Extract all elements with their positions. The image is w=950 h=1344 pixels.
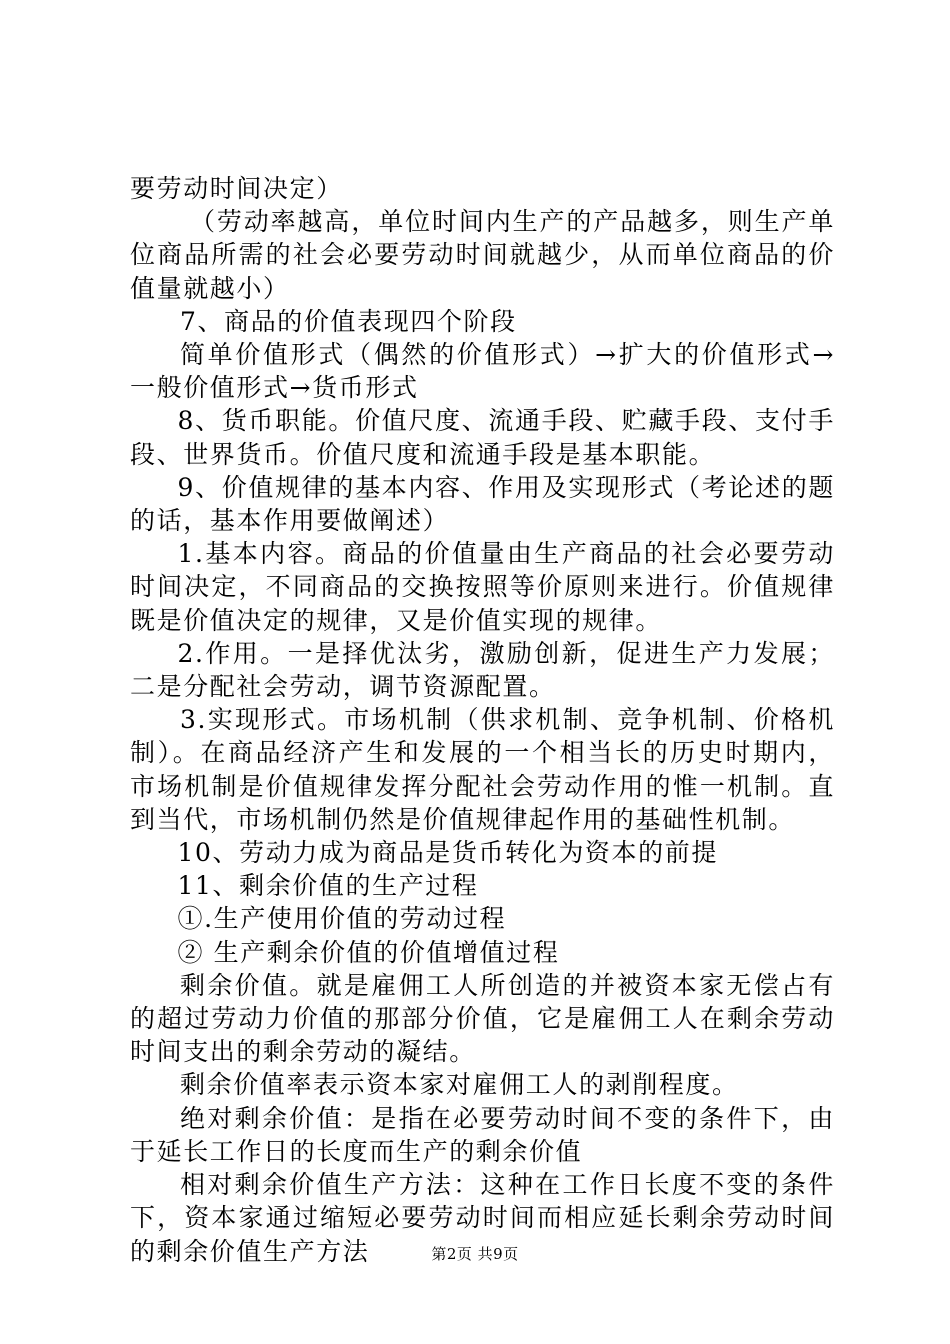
- paragraph-absolute-surplus-value: 绝对剩余价值：是指在必要劳动时间不变的条件下，由于延长工作日的长度而生产的剩余价值: [130, 1103, 835, 1166]
- list-item-labor-process: ①.生产使用价值的劳动过程: [177, 904, 507, 934]
- heading-surplus-value-process: 11、剩余价值的生产过程: [177, 871, 479, 901]
- heading-value-forms: 7、商品的价值表现四个阶段: [180, 306, 517, 336]
- paragraph-function: 2.作用。一是择优汰劣，激励创新，促进生产力发展；二是分配社会劳动，调节资源配置。: [130, 638, 835, 702]
- document-body: [130, 172, 835, 1268]
- paragraph-value-forms: 简单价值形式（偶然的价值形式）→扩大的价值形式→一般价值形式→货币形式: [130, 340, 835, 403]
- paragraph-realization-form: 3.实现形式。市场机制（供求机制、竞争机制、价格机制）。在商品经济产生和发展的一个相当长的历史时期内，市场机制是价值规律发挥分配社会劳动作用的惟一机制。直到当代，市场机制仍然是价值规律起作用的基础性机制。: [130, 705, 835, 834]
- paragraph-surplus-value-definition: 剩余价值。就是雇佣工人所创造的并被资本家无偿占有的超过劳动力价值的那部分价值，它是雇佣工人在剩余劳动时间支出的剩余劳动的凝结。: [130, 970, 835, 1067]
- heading-law-of-value: 9、价值规律的基本内容、作用及实现形式（考论述的题的话，基本作用要做阐述）: [130, 472, 835, 536]
- list-item-valorization-process: ② 生产剩余价值的价值增值过程: [177, 937, 560, 967]
- paragraph-basic-content: 1.基本内容。商品的价值量由生产商品的社会必要劳动时间决定，不同商品的交换按照等价原则来进行。价值规律既是价值决定的规律，又是价值实现的规律。: [130, 539, 835, 635]
- paragraph-relative-surplus-value: 相对剩余价值生产方法：这种在工作日长度不变的条件下，资本家通过缩短必要劳动时间而相应延长剩余劳动时间的剩余价值生产方法: [130, 1170, 835, 1266]
- paragraph-surplus-value-rate: 剩余价值率表示资本家对雇佣工人的剥削程度。: [180, 1070, 739, 1100]
- paragraph-labor-productivity: （劳动率越高，单位时间内生产的产品越多，则生产单位商品所需的社会必要劳动时间就越少，从而单位商品的价值量就越小）: [130, 207, 835, 303]
- paragraph-money-functions: 8、货币职能。价值尺度、流通手段、贮藏手段、支付手段、世界货币。价值尺度和流通手段是基本职能。: [130, 406, 835, 469]
- paragraph-continuation: 要劳动时间决定）: [130, 174, 343, 203]
- heading-labor-power: 10、劳动力成为商品是货币转化为资本的前提: [177, 838, 718, 868]
- page-number-footer: 第2页 共9页: [431, 1245, 519, 1263]
